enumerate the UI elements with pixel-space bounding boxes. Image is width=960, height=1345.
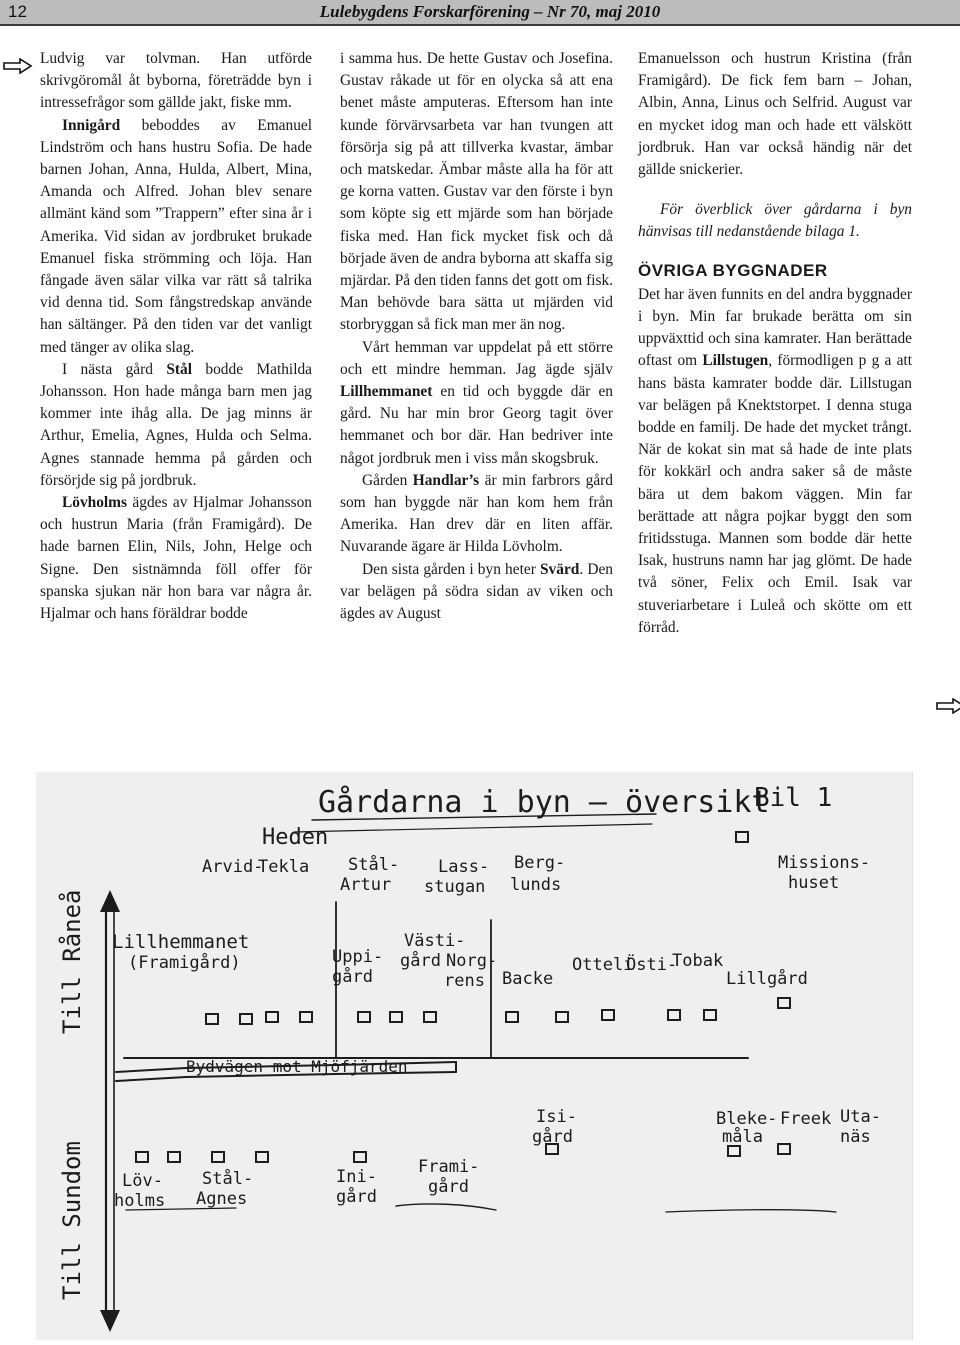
text-column-2 [340, 48, 613, 625]
map-label-arvid-1: Arvid- [202, 857, 264, 877]
appendix-note: För överblick över gårdarna i byn hänvisas till nedanstående bilaga 1. [638, 201, 912, 241]
paragraph: Ludvig var tolvman. Han utförde skrivgöromål åt byborna, företrädde byn i intressefrågor som gällde jakt, fiske mm. [40, 50, 312, 112]
map-label-frami-2: gård [428, 1177, 469, 1197]
map-label-norg-1: Norg- [446, 951, 498, 971]
map-label-bleke-2: måla [722, 1127, 763, 1147]
map-label-stal-artur-2: Artur [340, 875, 392, 895]
paragraph: Vårt hemman var uppdelat på ett större och ett mindre hemman. Jag ägde själv Lillhemmanet en tid och byggde där en gård. Nu har min bror Georg tagit över hemmanet och bor där. Han bedriver inte något jordbruk men i viss mån skogsbruk. [340, 338, 613, 467]
map-label-lillhemmanet-1: Lillhemmanet [112, 931, 250, 953]
map-label-lovholms-2: holms [114, 1191, 166, 1211]
map-label-lass-2: stugan [424, 877, 486, 897]
text-column-1 [40, 48, 312, 625]
map-title: Gårdarna i byn – översikt [318, 785, 770, 820]
map-label-stal-agnes-2: Agnes [196, 1189, 248, 1209]
map-label-till-sundom: Till Sundom [58, 1141, 86, 1300]
map-label-lillgard: Lillgård [726, 969, 808, 989]
paragraph: Den sista gården i byn heter Svärd. Den var belägen på södra sidan av viken och ägdes av August [340, 560, 613, 623]
map-label-stal-agnes-1: Stål- [202, 1169, 254, 1189]
publication-title: Lulebygdens Forskarförening – Nr 70, maj 2010 [319, 2, 661, 21]
paragraph: I nästa gård Stål bodde Mathilda Johansson. Hon hade många barn men jag kommer inte ihåg alla. De jag minns är Arthur, Emelia, Agnes, Hulda och Selma. Agnes stannade hemma på gården och försörjde sig på jordbruk. [40, 360, 313, 489]
farm-name: Svärd [540, 560, 580, 578]
map-label-lillhemmanet-2: (Framigård) [128, 953, 241, 973]
map-label-otteli: Otteli [572, 955, 634, 975]
farm-name: Stål [166, 360, 192, 378]
farm-name: Handlar’s [412, 471, 480, 489]
map-label-berg-1: Berg- [514, 853, 566, 873]
farm-name: Innigård [62, 116, 121, 134]
section-heading: ÖVRIGA BYGGNADER [638, 260, 828, 280]
map-label-bleke-1: Bleke- [716, 1109, 778, 1129]
map-label-till-ranea: Till Råneå [58, 889, 86, 1034]
map-label-freek: Freek [780, 1109, 832, 1129]
paragraph: Gården Handlar’s är min farbrors gård som han byggde när han kom hem från Amerika. Han drev där en liten affär. Nuvarande ägare är Hilda Lövholm. [340, 471, 613, 556]
map-label-heden: Heden [262, 825, 329, 850]
map-label-missions-2: huset [788, 873, 840, 893]
map-label-stal-artur-1: Stål- [348, 855, 400, 875]
header-divider [0, 24, 960, 26]
appendix-label: Bil 1 [754, 783, 833, 813]
map-label-utanas-2: näs [840, 1127, 871, 1147]
map-label-frami-1: Frami- [418, 1157, 480, 1177]
map-label-tobak: Tobak [672, 951, 724, 971]
village-map [36, 772, 913, 1340]
map-label-arvid-2: Tekla [258, 857, 310, 877]
map-drawing [36, 772, 912, 1340]
map-label-vasti-1: Västi- [404, 931, 466, 951]
paragraph: Lövholms ägdes av Hjalmar Johansson och hustrun Maria (från Framigård). De hade barnen Elin, Nils, John, Helge och Signe. Den sistnämnda föll offer för spanska sjukan när hon bara var några år. Hjalmar och hans föräldrar bodde [40, 494, 312, 623]
map-label-ini-2: gård [336, 1187, 377, 1207]
map-label-berg-2: lunds [510, 875, 562, 895]
paragraph: Innigård beboddes av Emanuel Lindström och hans hustru Sofia. De hade barnen Johan, Anna, Hulda, Albert, Mina, Amanda och Alfred. Johan blev senare allmänt känd som ”Trappern” efter sina år i Amerika. Vid sidan av jordbruket brukade Emanuel fiska strömming och löja. Han fångade även sälar vilka var rätt så talrika vid denna tid. Som fångstredskap använde han sältänger. På den tiden var det vanligt med tänger av olika slag. [40, 116, 312, 356]
map-label-backe: Backe [502, 969, 554, 989]
map-label-ini-1: Ini- [336, 1167, 377, 1187]
map-label-norg-2: rens [444, 971, 485, 991]
map-label-isi-1: Isi- [536, 1107, 577, 1127]
map-label-lovholms-1: Löv- [122, 1171, 163, 1191]
farm-name: Lillhemmanet [340, 383, 433, 401]
map-label-utanas-1: Uta- [840, 1107, 881, 1127]
map-label-vasti-2: gård [400, 951, 441, 971]
map-label-missions-1: Missions- [778, 853, 871, 873]
map-label-uppi-2: gård [332, 967, 373, 987]
map-label-road: Bydvägen mot Mjöfjärden [186, 1057, 408, 1076]
paragraph: i samma hus. De hette Gustav och Josefina. Gustav råkade ut för en olycka så att ena benet måste amputeras. Eftersom han inte kunde förvärvsarbeta var han tvungen att försörja sig på att tillverka kvastar, ämbar och matskedar. Ämbar måste alla ha för att ge korna vatten. Gustav var den förste i byn som köpte sig ett mjärde som han började fiska med. Han fick mycket fisk och då började även de andra byborna att skaffa sig mjärdar. På den tiden fanns det gott om fisk. Man behövde bara sätta ut mjärden vid storbryggan så fick man mer än nog. [340, 50, 613, 334]
map-label-uppi-1: Uppi- [332, 947, 384, 967]
paragraph: Emanuelsson och hustrun Kristina (från Framigård). De fick fem barn – Johan, Albin, Anna, Linus och Selfrid. August var en mycket idog man och hade ett välskött jordbruk. Han var också händig när det gällde snickerier. [638, 50, 912, 179]
page-number: 12 [8, 0, 68, 24]
map-label-isi-2: gård [532, 1127, 573, 1147]
building-name: Lillstugen [702, 352, 769, 370]
farm-name: Lövholms [62, 494, 127, 512]
continue-arrow-icon [936, 698, 960, 714]
text-column-3 [638, 48, 912, 639]
paragraph: Det har även funnits en del andra byggnader i byn. Min far brukade berätta om sin uppväxttid och sina kamrater. Han berättade oftast om Lillstugen, förmodligen p g a att hans bästa kamrater bodde där. Lillstugan var belägen på Knektstorpet. I denna stuga bodde en familj. De hade det mycket trångt. När de kokat sin mat så hade de inte plats för kokkärl och andra saker så de måste bära ut dem bakom väggen. Min far berättade att några pojkar byggt den som fritidsstuga. Mannen som bodde där hette Isak, hustruns namn har jag glömt. De hade två söner, Felix och Emil. Isak var stuveriarbetare i Luleå och skötte om ett förråd. [638, 285, 912, 636]
continue-arrow-icon [3, 58, 33, 74]
map-label-lass-1: Lass- [438, 857, 490, 877]
map-label-osti: Östi- [626, 955, 678, 975]
